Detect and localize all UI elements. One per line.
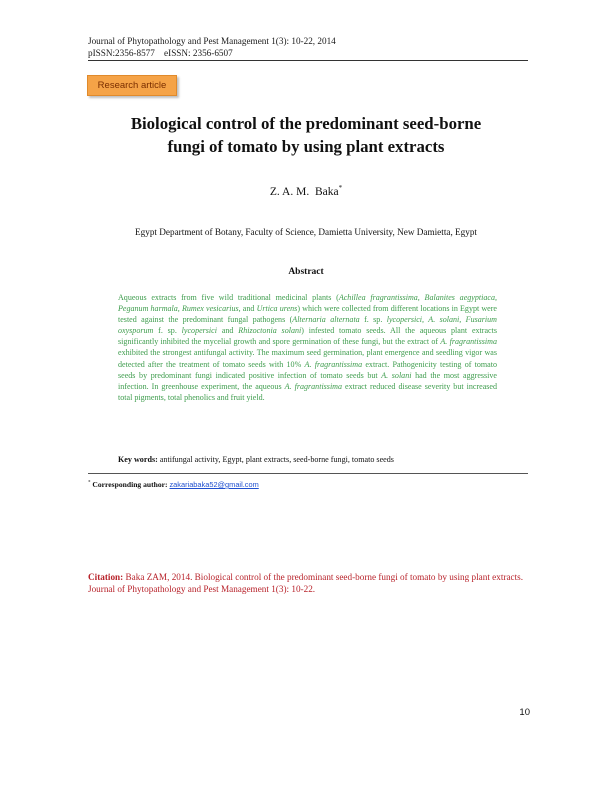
article-type-badge: Research article bbox=[87, 75, 177, 96]
abstract-text: and bbox=[216, 326, 239, 336]
citation-label: Citation: bbox=[88, 572, 124, 582]
abstract-species: A. fragrantissima bbox=[284, 381, 343, 391]
keywords-text: antifungal activity, Egypt, plant extracts, seed-borne fungi, tomato seeds bbox=[157, 455, 394, 464]
title-line-2: fungi of tomato by using plant extracts bbox=[167, 137, 445, 156]
abstract-text: extract. Pathogenicity testing of tomato seeds by predominant fungi indicated positive infection of tomato seeds but bbox=[118, 359, 498, 380]
corresponding-author bbox=[88, 480, 528, 489]
corresponding-label: Corresponding author: bbox=[92, 480, 170, 489]
page-number: 10 bbox=[519, 707, 530, 718]
abstract-species: A. solani bbox=[381, 370, 412, 380]
citation-text: Baka ZAM, 2014. Biological control of the predominant seed-borne fungi of tomato by using plant extracts. Journal of Phytopathology and Pest Management 1(3): 10-22. bbox=[88, 572, 524, 594]
abstract-text: ) which were collected from different locations in Egypt were tested against the predominant fungal pathogens ( bbox=[118, 304, 498, 325]
abstract-text: exhibited the strongest antifungal activity. The maximum seed germination, plant emergence and seedling vigor was detected after the treatment of tomato seeds with 10% bbox=[118, 348, 497, 369]
header-divider bbox=[88, 60, 528, 61]
issn-line: pISSN:2356-8577 eISSN: 2356-6507 bbox=[88, 47, 233, 58]
abstract-text: had the most aggressive infection. In greenhouse experiment, the aqueous bbox=[118, 370, 497, 391]
abstract-species: A. fragrantissima bbox=[304, 359, 363, 369]
abstract-text: , and bbox=[238, 304, 257, 314]
abstract-text: Aqueous extracts from five wild traditional medicinal plants ( bbox=[118, 293, 339, 302]
journal-citation-line: Journal of Phytopathology and Pest Management 1(3): 10-22, 2014 bbox=[88, 36, 336, 46]
abstract-heading: Abstract bbox=[288, 267, 324, 277]
corresponding-mark: * bbox=[88, 480, 91, 486]
abstract-species: lycopersici, A. solani, Fusarium oxysporum bbox=[118, 315, 497, 336]
paper-title bbox=[88, 112, 524, 158]
citation bbox=[88, 571, 528, 595]
abstract-species: Rhizoctonia solani bbox=[238, 326, 302, 336]
abstract-text: f. sp. bbox=[359, 315, 387, 325]
author-mark: * bbox=[338, 184, 343, 192]
keywords-label: Key words: bbox=[118, 455, 158, 464]
abstract-species: A. fragrantissima bbox=[440, 337, 497, 347]
keywords bbox=[118, 455, 518, 464]
author-line bbox=[88, 184, 524, 198]
abstract-text: extract reduced disease severity but increased total pigments, total phenolics and fruit yield. bbox=[118, 381, 498, 402]
abstract-species: Achillea fragrantissima, Balanites aegyptiaca, Peganum harmala, Rumex vesicarius bbox=[118, 293, 498, 314]
author-name: Z. A. M. Baka bbox=[269, 185, 339, 198]
title-line-1: Biological control of the predominant seed-borne bbox=[130, 114, 482, 133]
affiliation: Egypt Department of Botany, Faculty of Science, Damietta University, New Damietta, Egypt bbox=[135, 227, 477, 237]
corresponding-email-link[interactable]: zakariabaka52@gmail.com bbox=[169, 480, 259, 489]
abstract-text: ) infested tomato seeds. All the aqueous plant extracts significantly inhibited the mycelial growth and spore germination of these fungi, but the extract of bbox=[118, 326, 497, 347]
journal-header bbox=[88, 36, 528, 59]
abstract-species: Alternaria alternata bbox=[292, 315, 360, 325]
keywords-divider bbox=[88, 473, 528, 474]
abstract-text: f. sp. bbox=[153, 326, 182, 336]
abstract-species: lycopersici bbox=[181, 326, 217, 336]
abstract-body bbox=[118, 292, 497, 403]
abstract-species: Urtica urens bbox=[256, 304, 298, 314]
